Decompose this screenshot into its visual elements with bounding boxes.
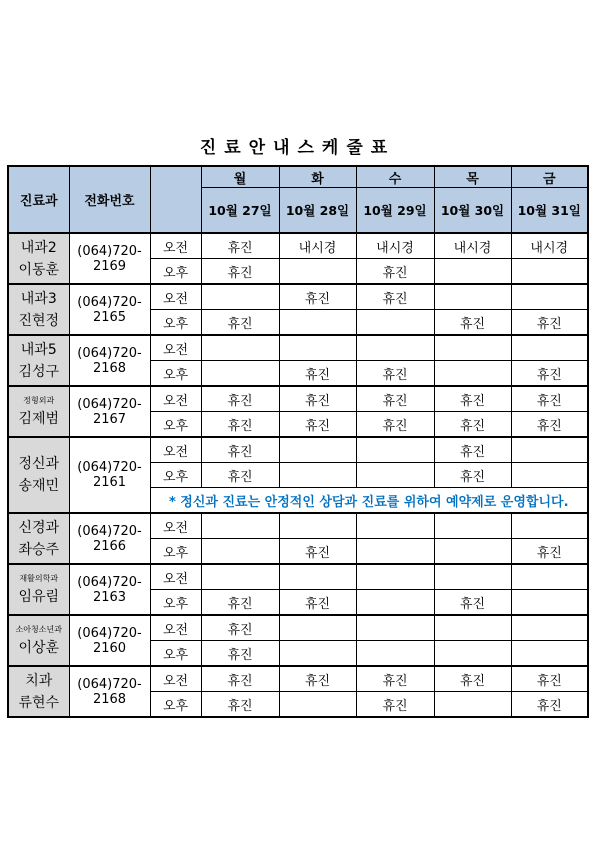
phone-number: (064)720-2163 xyxy=(69,564,150,615)
schedule-cell xyxy=(434,615,511,641)
session-pm: 오후 xyxy=(150,590,201,616)
schedule-cell: 휴진 xyxy=(201,666,279,692)
schedule-cell: 내시경 xyxy=(279,233,356,259)
schedule-cell: 휴진 xyxy=(201,641,279,667)
schedule-cell: 휴진 xyxy=(511,386,588,412)
dept-name: 정형외과 xyxy=(23,395,55,405)
schedule-cell xyxy=(279,513,356,539)
schedule-cell: 휴진 xyxy=(434,463,511,488)
dept-cell xyxy=(8,386,69,437)
schedule-cell xyxy=(434,259,511,285)
doctor-name: 김제범 xyxy=(18,410,60,427)
header-day: 목 xyxy=(434,166,511,188)
header-dept: 진료과 xyxy=(8,166,69,233)
schedule-cell: 휴진 xyxy=(356,284,434,310)
doctor-name: 진현정 xyxy=(18,312,60,329)
schedule-cell xyxy=(434,641,511,667)
phone-number: (064)720-2165 xyxy=(69,284,150,335)
dept-name: 내과3 xyxy=(20,290,57,307)
schedule-cell: 휴진 xyxy=(356,386,434,412)
schedule-cell xyxy=(434,513,511,539)
schedule-cell xyxy=(279,310,356,336)
schedule-cell xyxy=(201,564,279,590)
schedule-cell xyxy=(434,692,511,718)
schedule-cell xyxy=(434,284,511,310)
session-pm: 오후 xyxy=(150,412,201,438)
schedule-cell: 휴진 xyxy=(356,692,434,718)
doctor-name: 이상훈 xyxy=(18,639,60,656)
dept-name: 내과5 xyxy=(20,341,57,358)
schedule-cell xyxy=(279,615,356,641)
dept-cell xyxy=(8,564,69,615)
dept-name: 내과2 xyxy=(20,239,57,256)
schedule-cell xyxy=(434,361,511,387)
session-am: 오전 xyxy=(150,335,201,361)
schedule-cell xyxy=(201,284,279,310)
schedule-cell: 휴진 xyxy=(511,310,588,336)
schedule-cell: 휴진 xyxy=(201,692,279,718)
schedule-cell: 휴진 xyxy=(356,361,434,387)
schedule-cell xyxy=(356,539,434,565)
dept-name: 소아청소년과 xyxy=(15,624,62,634)
dept-cell xyxy=(8,233,69,284)
schedule-cell: 휴진 xyxy=(434,386,511,412)
schedule-cell: 휴진 xyxy=(279,412,356,438)
session-am: 오전 xyxy=(150,284,201,310)
schedule-row-am xyxy=(8,666,588,692)
session-am: 오전 xyxy=(150,513,201,539)
phone-number: (064)720-2160 xyxy=(69,615,150,666)
schedule-cell xyxy=(356,615,434,641)
schedule-cell xyxy=(201,361,279,387)
schedule-cell: 내시경 xyxy=(434,233,511,259)
schedule-row-am xyxy=(8,284,588,310)
schedule-cell xyxy=(356,641,434,667)
header-day: 수 xyxy=(356,166,434,188)
phone-number: (064)720-2167 xyxy=(69,386,150,437)
header-date: 10월 30일 xyxy=(434,188,511,234)
schedule-cell xyxy=(511,564,588,590)
doctor-name: 좌승주 xyxy=(18,541,60,558)
dept-cell xyxy=(8,666,69,717)
session-am: 오전 xyxy=(150,437,201,463)
dept-cell xyxy=(8,615,69,666)
schedule-cell xyxy=(511,590,588,616)
schedule-cell xyxy=(511,335,588,361)
phone-number: (064)720-2168 xyxy=(69,335,150,386)
doctor-name: 김성구 xyxy=(18,363,60,380)
schedule-cell: 휴진 xyxy=(511,692,588,718)
header-phone: 전화번호 xyxy=(69,166,150,233)
schedule-cell: 휴진 xyxy=(434,437,511,463)
schedule-cell xyxy=(511,259,588,285)
schedule-cell xyxy=(434,335,511,361)
session-am: 오전 xyxy=(150,564,201,590)
schedule-cell: 휴진 xyxy=(511,666,588,692)
session-am: 오전 xyxy=(150,615,201,641)
schedule-cell xyxy=(279,437,356,463)
dept-cell xyxy=(8,284,69,335)
doctor-name: 송재민 xyxy=(18,478,60,494)
session-pm: 오후 xyxy=(150,259,201,285)
dept-cell xyxy=(8,437,69,513)
schedule-cell xyxy=(356,513,434,539)
dept-name: 치과 xyxy=(25,672,53,689)
session-pm: 오후 xyxy=(150,361,201,387)
doctor-name: 류현수 xyxy=(18,694,60,711)
header-day: 월 xyxy=(201,166,279,188)
dept-name: 정신과 xyxy=(18,456,60,472)
dept-name: 신경과 xyxy=(18,519,60,536)
session-pm: 오후 xyxy=(150,539,201,565)
schedule-row-am xyxy=(8,233,588,259)
schedule-cell: 휴진 xyxy=(279,539,356,565)
phone-number: (064)720-2166 xyxy=(69,513,150,564)
schedule-cell: 휴진 xyxy=(201,412,279,438)
schedule-cell: 휴진 xyxy=(511,361,588,387)
doctor-name: 임유림 xyxy=(18,588,60,605)
schedule-cell: 휴진 xyxy=(511,412,588,438)
session-pm: 오후 xyxy=(150,692,201,718)
session-am: 오전 xyxy=(150,233,201,259)
schedule-cell: 휴진 xyxy=(201,590,279,616)
schedule-cell xyxy=(356,463,434,488)
schedule-cell xyxy=(511,641,588,667)
schedule-cell: 휴진 xyxy=(201,437,279,463)
schedule-cell: 휴진 xyxy=(201,386,279,412)
schedule-cell: 휴진 xyxy=(279,284,356,310)
schedule-cell: 휴진 xyxy=(356,259,434,285)
dept-name: 재활의학과 xyxy=(19,573,59,583)
schedule-cell: 휴진 xyxy=(434,412,511,438)
header-session xyxy=(150,166,201,233)
schedule-cell xyxy=(279,259,356,285)
schedule-cell: 휴진 xyxy=(356,666,434,692)
schedule-cell: 내시경 xyxy=(356,233,434,259)
phone-number: (064)720-2161 xyxy=(69,437,150,513)
schedule-row-am xyxy=(8,437,588,463)
schedule-cell xyxy=(434,564,511,590)
schedule-cell xyxy=(279,463,356,488)
schedule-cell xyxy=(511,437,588,463)
schedule-table xyxy=(7,165,589,718)
schedule-row-am xyxy=(8,386,588,412)
schedule-cell: 휴진 xyxy=(201,233,279,259)
phone-number: (064)720-2169 xyxy=(69,233,150,284)
schedule-cell xyxy=(201,335,279,361)
schedule-row-am xyxy=(8,615,588,641)
dept-cell xyxy=(8,513,69,564)
header-date: 10월 29일 xyxy=(356,188,434,234)
schedule-cell: 휴진 xyxy=(201,310,279,336)
schedule-cell: 휴진 xyxy=(356,412,434,438)
schedule-cell xyxy=(434,539,511,565)
schedule-cell: 휴진 xyxy=(434,590,511,616)
schedule-cell xyxy=(511,463,588,488)
session-am: 오전 xyxy=(150,666,201,692)
schedule-cell xyxy=(356,564,434,590)
schedule-cell xyxy=(511,513,588,539)
schedule-cell: 휴진 xyxy=(279,386,356,412)
schedule-cell: 내시경 xyxy=(511,233,588,259)
schedule-cell: 휴진 xyxy=(279,361,356,387)
schedule-cell xyxy=(201,513,279,539)
session-pm: 오후 xyxy=(150,310,201,336)
phone-number: (064)720-2168 xyxy=(69,666,150,717)
schedule-cell: 휴진 xyxy=(279,666,356,692)
header-row-days xyxy=(8,166,588,188)
schedule-cell xyxy=(511,284,588,310)
header-day: 화 xyxy=(279,166,356,188)
schedule-cell xyxy=(356,310,434,336)
header-date: 10월 31일 xyxy=(511,188,588,234)
schedule-cell: 휴진 xyxy=(511,539,588,565)
dept-cell xyxy=(8,335,69,386)
schedule-cell xyxy=(279,335,356,361)
schedule-cell xyxy=(279,564,356,590)
page-title: 진료안내스케줄표 xyxy=(199,138,396,158)
schedule-cell xyxy=(279,641,356,667)
schedule-row-am xyxy=(8,513,588,539)
schedule-cell xyxy=(201,539,279,565)
schedule-row-am xyxy=(8,564,588,590)
header-date: 10월 27일 xyxy=(201,188,279,234)
schedule-cell: 휴진 xyxy=(279,590,356,616)
header-date: 10월 28일 xyxy=(279,188,356,234)
schedule-cell xyxy=(511,615,588,641)
session-pm: 오후 xyxy=(150,463,201,488)
schedule-cell: 휴진 xyxy=(434,310,511,336)
schedule-cell xyxy=(356,590,434,616)
schedule-row-am xyxy=(8,335,588,361)
schedule-cell xyxy=(279,692,356,718)
schedule-cell: 휴진 xyxy=(201,615,279,641)
schedule-cell xyxy=(356,335,434,361)
schedule-cell: 휴진 xyxy=(201,259,279,285)
schedule-cell xyxy=(356,437,434,463)
header-day: 금 xyxy=(511,166,588,188)
reservation-note: * 정신과 진료는 안정적인 상담과 진료를 위하여 예약제로 운영합니다. xyxy=(150,488,588,514)
session-am: 오전 xyxy=(150,386,201,412)
session-pm: 오후 xyxy=(150,641,201,667)
schedule-cell: 휴진 xyxy=(201,463,279,488)
doctor-name: 이동훈 xyxy=(18,261,60,278)
schedule-cell: 휴진 xyxy=(434,666,511,692)
